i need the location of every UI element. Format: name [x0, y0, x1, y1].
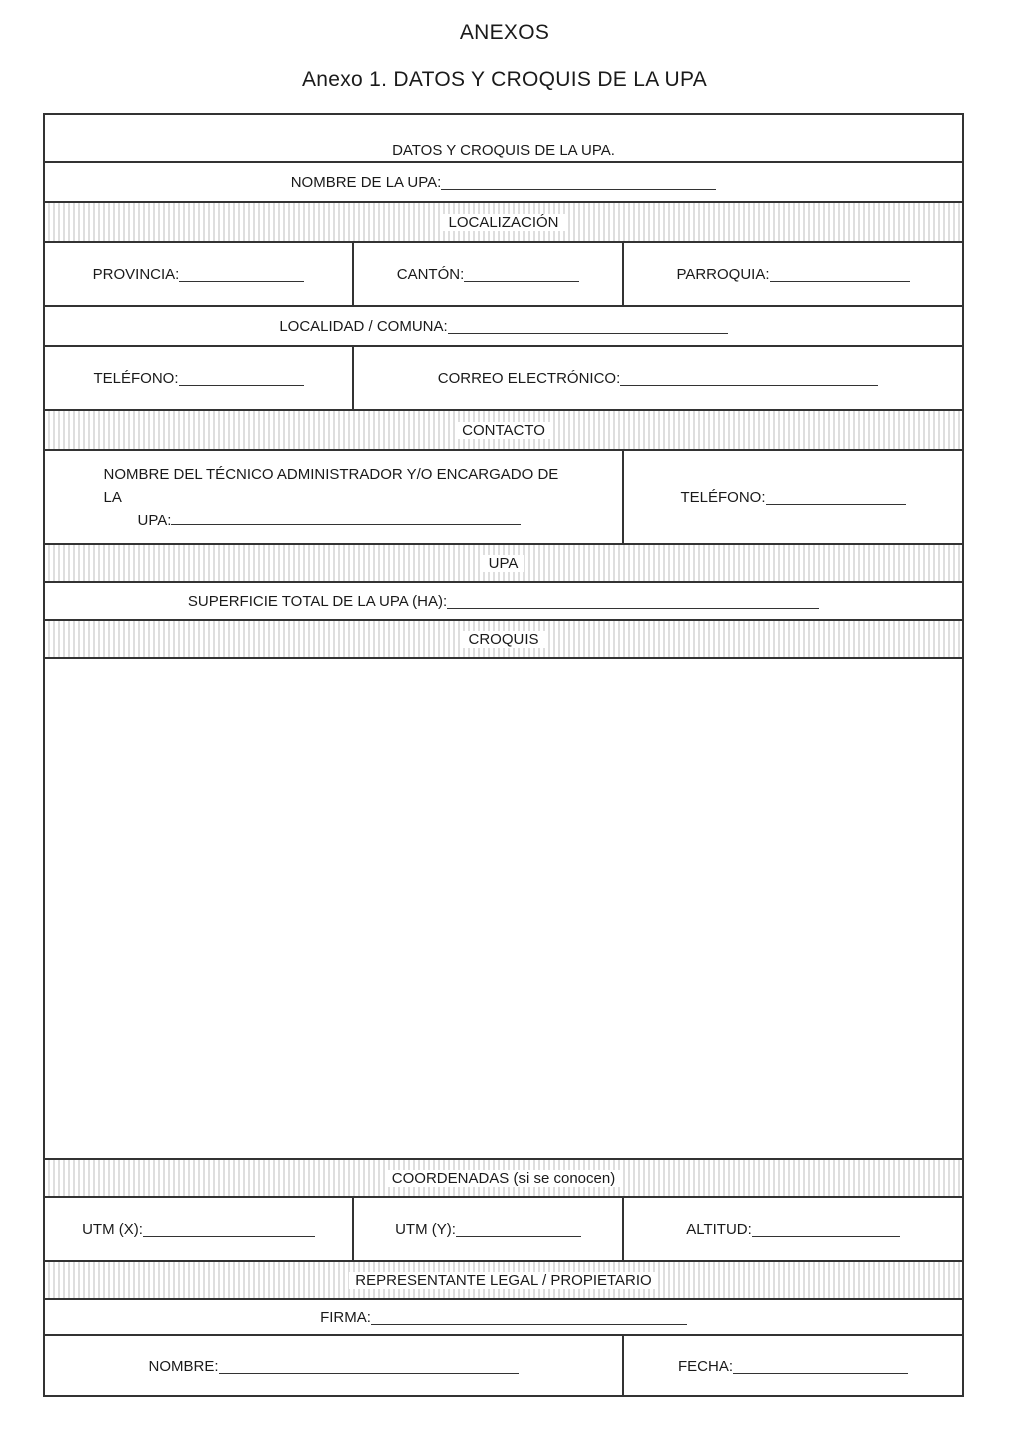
- fecha-field[interactable]: [733, 1359, 908, 1374]
- utm-x-cell: [45, 1198, 354, 1260]
- tecnico-line2: [104, 509, 564, 532]
- annex-title: Anexo 1. DATOS Y CROQUIS DE LA UPA: [301, 68, 708, 91]
- fecha-label: FECHA:: [677, 1358, 733, 1375]
- representante-header: REPRESENTANTE LEGAL / PROPIETARIO: [349, 1272, 657, 1289]
- firma-row: [45, 1300, 962, 1336]
- provincia-canton-parroquia-row: [45, 243, 962, 307]
- localidad-label: LOCALIDAD / COMUNA:: [279, 317, 448, 335]
- altitud-label: ALTITUD:: [686, 1220, 752, 1238]
- utm-y-cell: [354, 1198, 624, 1260]
- nombre-cell: [45, 1336, 624, 1397]
- nombre-upa-row: [45, 163, 962, 203]
- representante-header-row: [45, 1262, 962, 1300]
- localizacion-header-row: [45, 203, 962, 243]
- parroquia-field[interactable]: [770, 267, 910, 282]
- upa-header: UPA: [483, 555, 525, 572]
- nombre-field[interactable]: [219, 1359, 519, 1374]
- croquis-header: CROQUIS: [462, 631, 544, 648]
- upa-header-row: [45, 545, 962, 583]
- provincia-cell: [45, 243, 354, 305]
- correo-cell: [354, 347, 962, 409]
- utm-x-label: UTM (X):: [82, 1220, 143, 1238]
- contacto-header-row: [45, 411, 962, 451]
- utm-y-label: UTM (Y):: [395, 1220, 456, 1238]
- correo-label: CORREO ELECTRÓNICO:: [437, 369, 621, 387]
- localidad-row: [45, 307, 962, 347]
- tecnico-row: [45, 451, 962, 545]
- coordenadas-header: COORDENADAS (si se conocen): [386, 1170, 621, 1187]
- canton-label: CANTÓN:: [396, 265, 465, 283]
- altitud-field[interactable]: [752, 1222, 900, 1237]
- contacto-header: CONTACTO: [456, 422, 551, 439]
- page-heading: ANEXOS: [459, 21, 550, 44]
- nombre-fecha-row: [45, 1336, 962, 1397]
- telefono-field[interactable]: [179, 371, 304, 386]
- contacto-telefono-cell: [624, 451, 962, 543]
- provincia-label: PROVINCIA:: [92, 265, 180, 283]
- telefono-correo-row: [45, 347, 962, 411]
- tecnico-label-line1: NOMBRE DEL TÉCNICO ADMINISTRADOR Y/O ENCARGADO DE LA: [103, 465, 559, 506]
- croquis-drawing-area[interactable]: [45, 659, 962, 1160]
- superficie-field[interactable]: [447, 594, 819, 609]
- utm-x-field[interactable]: [143, 1222, 315, 1237]
- coordenadas-header-row: [45, 1160, 962, 1198]
- localidad-field[interactable]: [448, 319, 728, 334]
- parroquia-label: PARROQUIA:: [676, 265, 770, 283]
- canton-field[interactable]: [464, 267, 579, 282]
- parroquia-cell: [624, 243, 962, 305]
- superficie-label: SUPERFICIE TOTAL DE LA UPA (HA):: [187, 592, 448, 610]
- nombre-label: NOMBRE:: [148, 1358, 219, 1375]
- utm-row: [45, 1198, 962, 1262]
- tecnico-cell: [45, 451, 624, 543]
- fecha-cell: [624, 1336, 962, 1397]
- form-title: DATOS Y CROQUIS DE LA UPA.: [392, 142, 615, 159]
- contacto-telefono-field[interactable]: [766, 490, 906, 505]
- upa-form: [43, 113, 964, 1397]
- firma-field[interactable]: [371, 1310, 687, 1325]
- correo-field[interactable]: [620, 371, 878, 386]
- canton-cell: [354, 243, 624, 305]
- tecnico-block: [104, 463, 564, 532]
- localizacion-header: LOCALIZACIÓN: [442, 214, 564, 231]
- form-title-row: [45, 115, 962, 163]
- tecnico-label-line2: UPA:: [137, 511, 172, 529]
- croquis-header-row: [45, 621, 962, 659]
- nombre-upa-field[interactable]: [441, 175, 716, 190]
- firma-label: FIRMA:: [320, 1308, 371, 1326]
- telefono-cell: [45, 347, 354, 409]
- contacto-telefono-label: TELÉFONO:: [680, 488, 766, 506]
- telefono-label: TELÉFONO:: [93, 369, 179, 387]
- utm-y-field[interactable]: [456, 1222, 581, 1237]
- provincia-field[interactable]: [179, 267, 304, 282]
- nombre-upa-label: NOMBRE DE LA UPA:: [290, 173, 442, 191]
- altitud-cell: [624, 1198, 962, 1260]
- tecnico-field[interactable]: [171, 510, 521, 525]
- superficie-row: [45, 583, 962, 621]
